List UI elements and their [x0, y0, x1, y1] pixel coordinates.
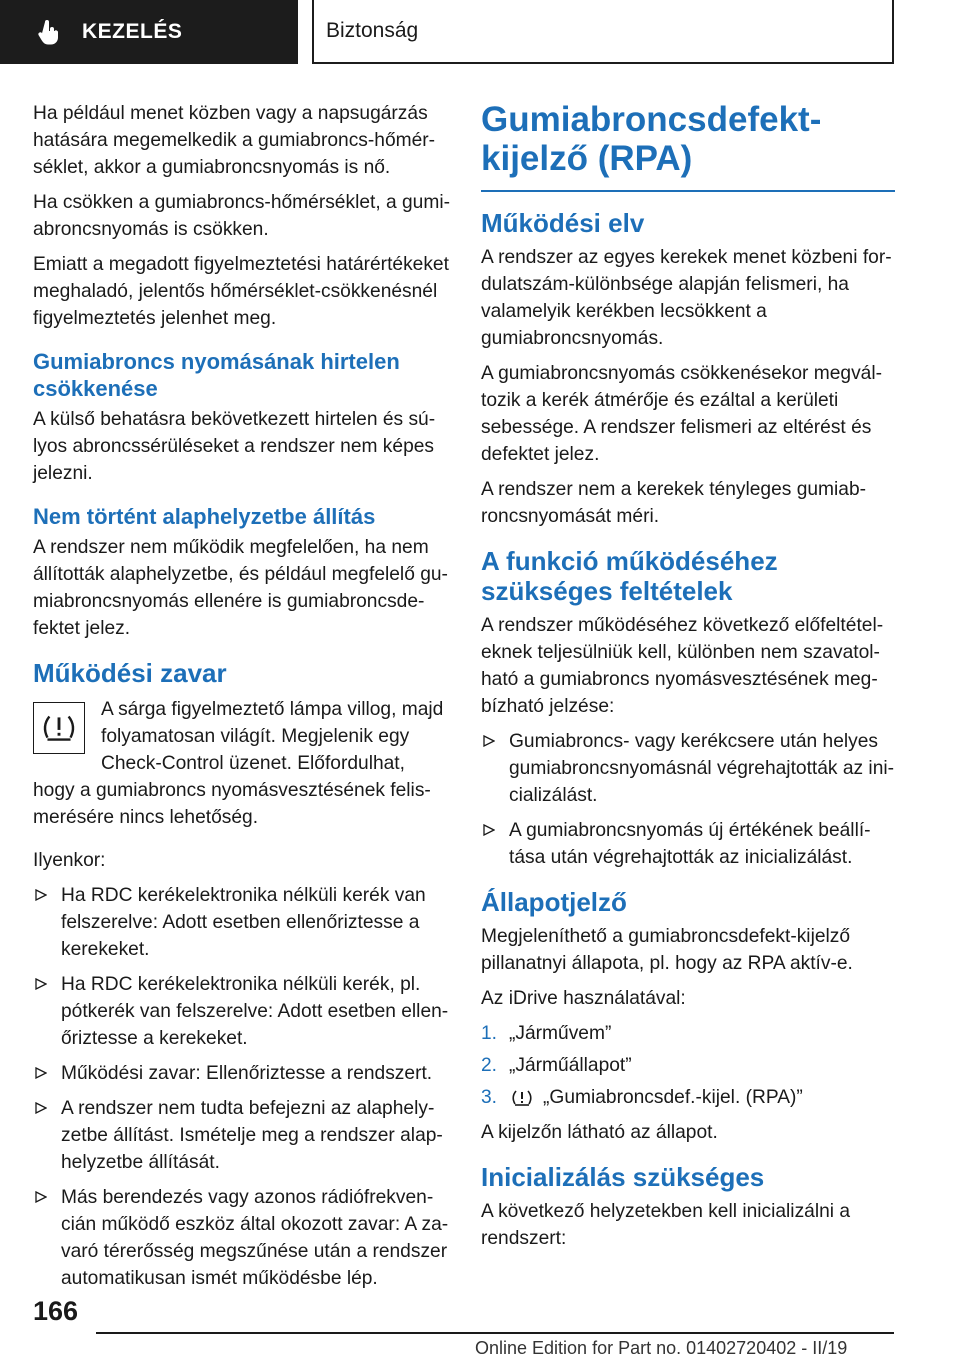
warning-text: folyamatosan világít. Megjelenik egy — [101, 726, 410, 747]
hand-pointer-icon — [36, 19, 62, 45]
tire-pressure-icon — [509, 1088, 535, 1108]
paragraph: A következő helyzetekben kell inicializálni a rendszert: — [481, 1201, 851, 1249]
right-column — [481, 100, 895, 1260]
triangle-bullet-icon — [35, 889, 47, 901]
left-column — [33, 100, 451, 1300]
section-heading: Gumiabroncs nyomásának hirtelen csökkenése — [33, 349, 400, 401]
list-item: Működési zavar: Ellenőriztesse a rendszert. — [33, 1060, 451, 1087]
section-tab — [0, 0, 298, 64]
section-heading: A funkció működéséhez szükséges feltételek — [481, 546, 778, 606]
warning-text: Check-Control üzenet. Előfordulhat, — [101, 753, 405, 774]
list-item: Ha RDC kerékelektronika nélküli kerék van felszerelve: Adott esetben ellenőriztesse a kerekeket. — [33, 882, 451, 963]
topic-label: Biztonság — [326, 19, 419, 42]
page-header — [0, 0, 960, 66]
paragraph: A rendszer nem működik megfelelően, ha nem állították alaphelyzetbe, és például megfelelő gumiabroncsnyomás ellenére is gumiabroncsdefektet jelez. — [33, 537, 448, 639]
paragraph: Megjeleníthető a gumiabroncsdefekt-kijelző pillanatnyi állapota, pl. hogy az RPA aktív-e. — [481, 926, 853, 974]
section-heading: Inicializálás szükséges — [481, 1162, 765, 1192]
paragraph: Az iDrive használatával: — [481, 988, 686, 1009]
triangle-bullet-icon — [35, 978, 47, 990]
bullet-list — [481, 728, 895, 871]
list-item: A rendszer nem tudta befejezni az alaphelyzetbe állítást. Ismételje meg a rendszer alaphelyzetbe állítását. — [33, 1095, 451, 1176]
section-heading-fault: Működési zavar — [33, 658, 227, 688]
triangle-bullet-icon — [35, 1191, 47, 1203]
step-list — [481, 1020, 895, 1111]
list-item: 1. „Járművem” — [481, 1023, 612, 1044]
triangle-bullet-icon — [483, 824, 495, 836]
section-heading: Nem történt alaphelyzetbe állítás — [33, 504, 376, 529]
page-title: Gumiabroncsdefekt-kijelző (RPA) — [481, 100, 822, 178]
bullet-list — [33, 882, 451, 1292]
list-item: Más berendezés vagy azonos rádiófrekvencián működő eszköz által okozott zavar: A zavaró térerősség megszűnése után a rendszer automatikusan ismét működésbe lép. — [33, 1184, 451, 1292]
paragraph: Ha például menet közben vagy a napsugárzás hatására megemelkedik a gumiabroncs-hőmérséklet, akkor a gumiabroncsnyomás is nő. — [33, 103, 436, 178]
paragraph: Emiatt a megadott figyelmeztetési határértékeket meghaladó, jelentős hőmérséklet-csökkenésnél figyelmeztetés jelenhet meg. — [33, 254, 449, 329]
footer-rule — [96, 1332, 894, 1334]
paragraph: A rendszer az egyes kerekek menet közbeni fordulatszám-különbsége alapján felismeri, ha valamelyik kerékben lecsökkent a gumiabroncsnyomás. — [481, 247, 892, 349]
triangle-bullet-icon — [483, 735, 495, 747]
warning-block — [33, 696, 451, 831]
paragraph: Ha csökken a gumiabroncs-hőmérséklet, a gumiabroncsnyomás is csökken. — [33, 192, 450, 240]
paragraph: A külső behatásra bekövetkezett hirtelen és súlyos abroncssérüléseket a rendszer nem képes jelezni. — [33, 409, 436, 484]
warning-text: A sárga figyelmeztető lámpa villog, majd — [101, 699, 444, 720]
paragraph: A gumiabroncsnyomás csökkenésekor megváltozik a kerék átmérője és ezáltal a kerületi sebessége. A rendszer felismeri az eltérést és defektet jelez. — [481, 363, 882, 465]
section-label: KEZELÉS — [82, 20, 183, 43]
page-number: 166 — [33, 1296, 79, 1326]
topic-tab — [312, 0, 894, 64]
list-item: 3. „Gumiabroncsdef.-kijel. (RPA)” — [481, 1087, 803, 1108]
list-item: 2. „Járműállapot” — [481, 1055, 632, 1076]
paragraph: A kijelzőn látható az állapot. — [481, 1122, 718, 1143]
tire-pressure-warning-icon — [33, 702, 85, 754]
title-rule — [481, 190, 895, 192]
section-heading: Működési elv — [481, 208, 645, 238]
list-item: A gumiabroncsnyomás új értékének beállítása után végrehajtották az inicializálást. — [481, 817, 895, 871]
triangle-bullet-icon — [35, 1067, 47, 1079]
triangle-bullet-icon — [35, 1102, 47, 1114]
warning-text: hogy a gumiabroncs nyomásvesztésének felismerésére nincs lehetőség. — [33, 780, 431, 828]
section-heading: Állapotjelző — [481, 887, 627, 917]
paragraph: A rendszer működéséhez következő előfeltételeknek teljesülniük kell, különben nem szavatolható a gumiabroncs nyomásvesztésének megbízható jelzése: — [481, 615, 884, 717]
list-item: Gumiabroncs- vagy kerékcsere után helyes gumiabroncsnyomásnál végrehajtották az inicializálást. — [481, 728, 895, 809]
paragraph: Ilyenkor: — [33, 850, 106, 871]
edition-note: Online Edition for Part no. 01402720402 - II/19 — [475, 1338, 848, 1358]
list-item: Ha RDC kerékelektronika nélküli kerék, pl. pótkerék van felszerelve: Adott esetben ellenőriztesse a kerekeket. — [33, 971, 451, 1052]
paragraph: A rendszer nem a kerekek tényleges gumiabroncsnyomását méri. — [481, 479, 867, 527]
